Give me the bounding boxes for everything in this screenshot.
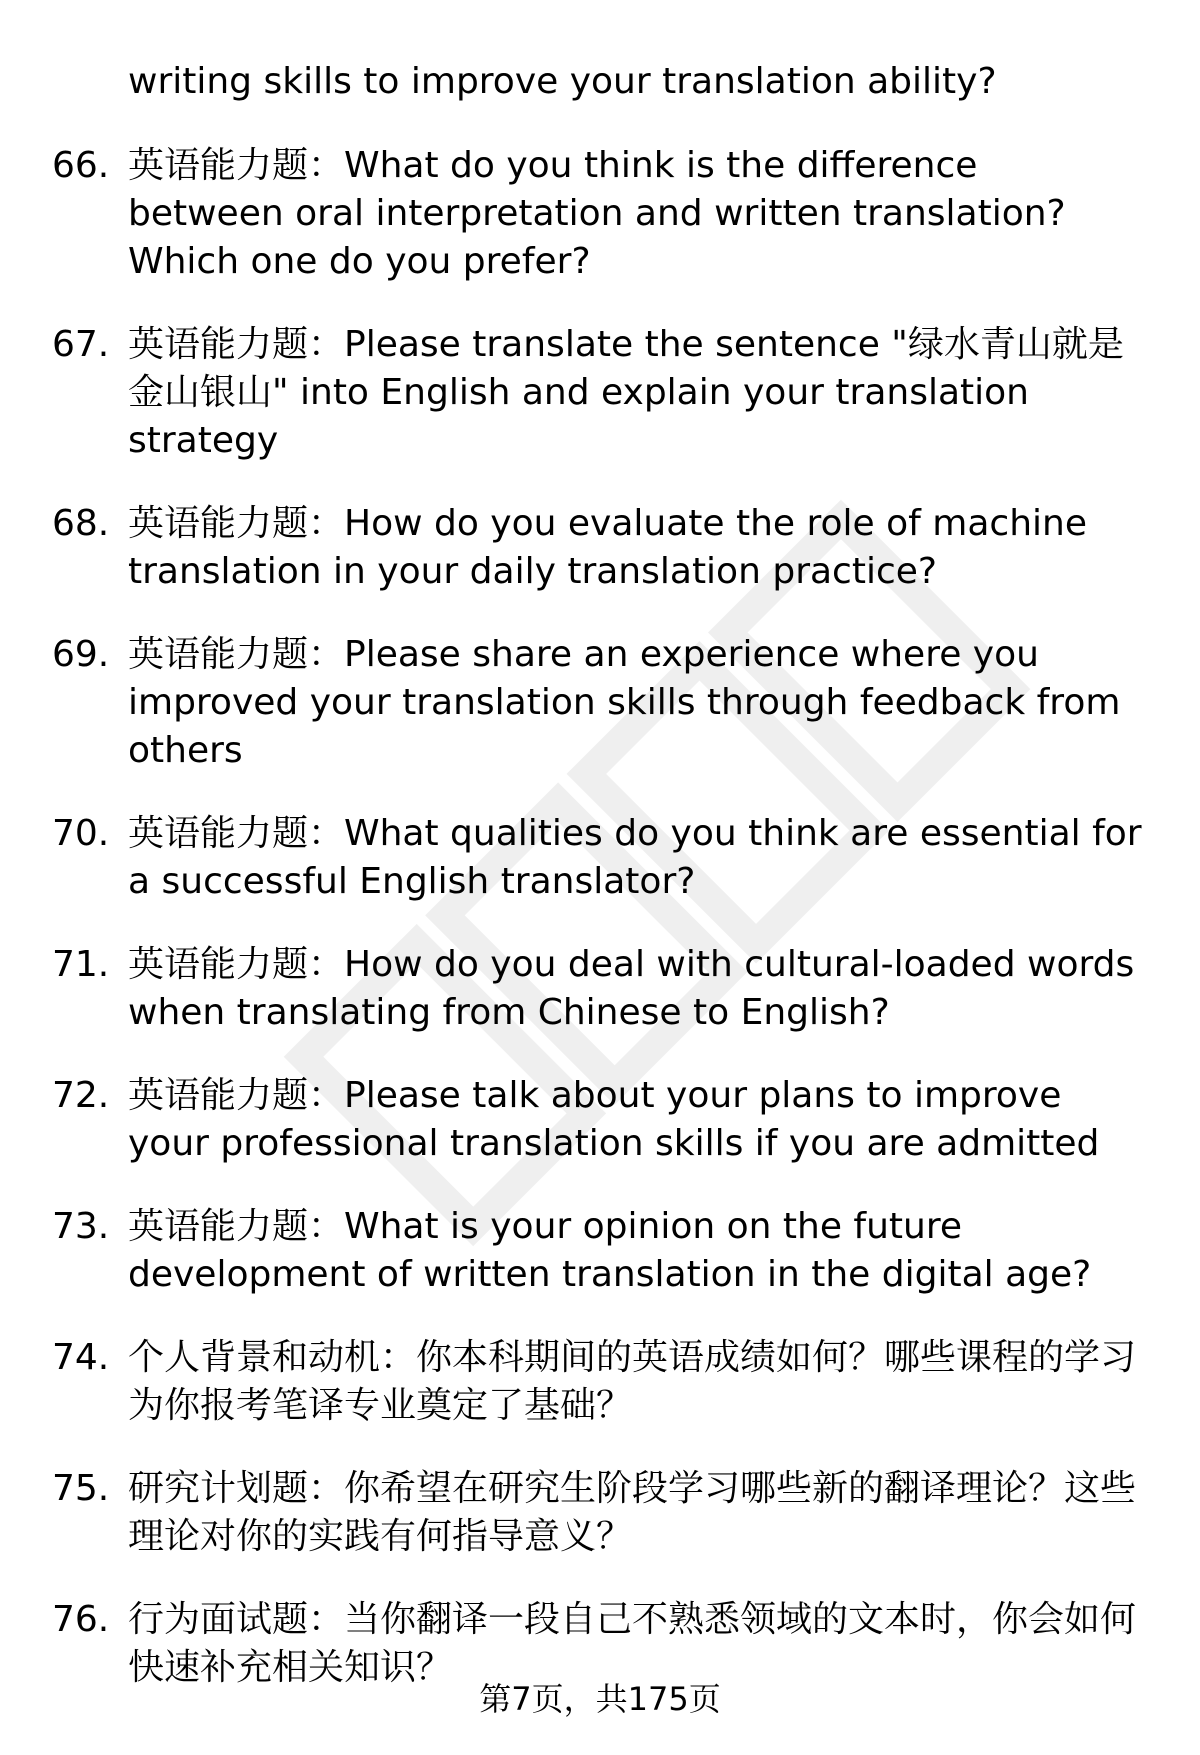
question-text: 英语能力题：How do you deal with cultural-loaded words when translating from Chinese to English?	[128, 944, 1135, 1033]
question-list	[0, 142, 1200, 1727]
question-text: 英语能力题：How do you evaluate the role of machine translation in your daily translation practice?	[128, 503, 1087, 592]
question-text: 英语能力题：Please talk about your plans to improve your professional translation skills if you are admitted	[128, 1075, 1100, 1164]
question-number: 76.	[52, 1599, 110, 1640]
question-number: 72.	[52, 1075, 110, 1116]
question-number: 67.	[52, 324, 110, 365]
continuation-text: writing skills to improve your translation ability?	[128, 61, 997, 102]
question-text: 个人背景和动机：你本科期间的英语成绩如何？哪些课程的学习为你报考笔译专业奠定了基础？	[128, 1337, 1137, 1426]
question-number: 73.	[52, 1206, 110, 1247]
question-text: 英语能力题：What qualities do you think are essential for a successful English translator?	[128, 813, 1142, 902]
question-text: 英语能力题：Please share an experience where you improved your translation skills through feedback from others	[128, 634, 1121, 771]
page-footer: 第7页，共175页	[479, 1680, 721, 1718]
question-text: 英语能力题：What do you think is the difference between oral interpretation and written translation? Which one do you prefer?	[128, 145, 1066, 282]
question-item	[0, 500, 1200, 596]
question-number: 71.	[52, 944, 110, 985]
question-number: 70.	[52, 813, 110, 854]
question-text: 英语能力题：Please translate the sentence "绿水青山就是金山银山" into English and explain your translation strategy	[128, 324, 1124, 461]
question-number: 74.	[52, 1337, 110, 1378]
question-number: 75.	[52, 1468, 110, 1509]
question-item	[0, 321, 1200, 465]
question-item	[0, 941, 1200, 1037]
question-item	[0, 1334, 1200, 1430]
question-item	[0, 1072, 1200, 1168]
question-item	[0, 810, 1200, 906]
question-text: 研究计划题：你希望在研究生阶段学习哪些新的翻译理论？这些理论对你的实践有何指导意义？	[128, 1468, 1137, 1557]
question-item	[0, 1203, 1200, 1299]
question-number: 66.	[52, 145, 110, 186]
question-text: 英语能力题：What is your opinion on the future development of written translation in the digital age?	[128, 1206, 1092, 1295]
question-number: 69.	[52, 634, 110, 675]
question-item	[0, 1465, 1200, 1561]
question-text: 行为面试题：当你翻译一段自己不熟悉领域的文本时，你会如何快速补充相关知识？	[128, 1599, 1137, 1688]
question-item	[0, 631, 1200, 775]
question-item	[0, 142, 1200, 286]
question-number: 68.	[52, 503, 110, 544]
